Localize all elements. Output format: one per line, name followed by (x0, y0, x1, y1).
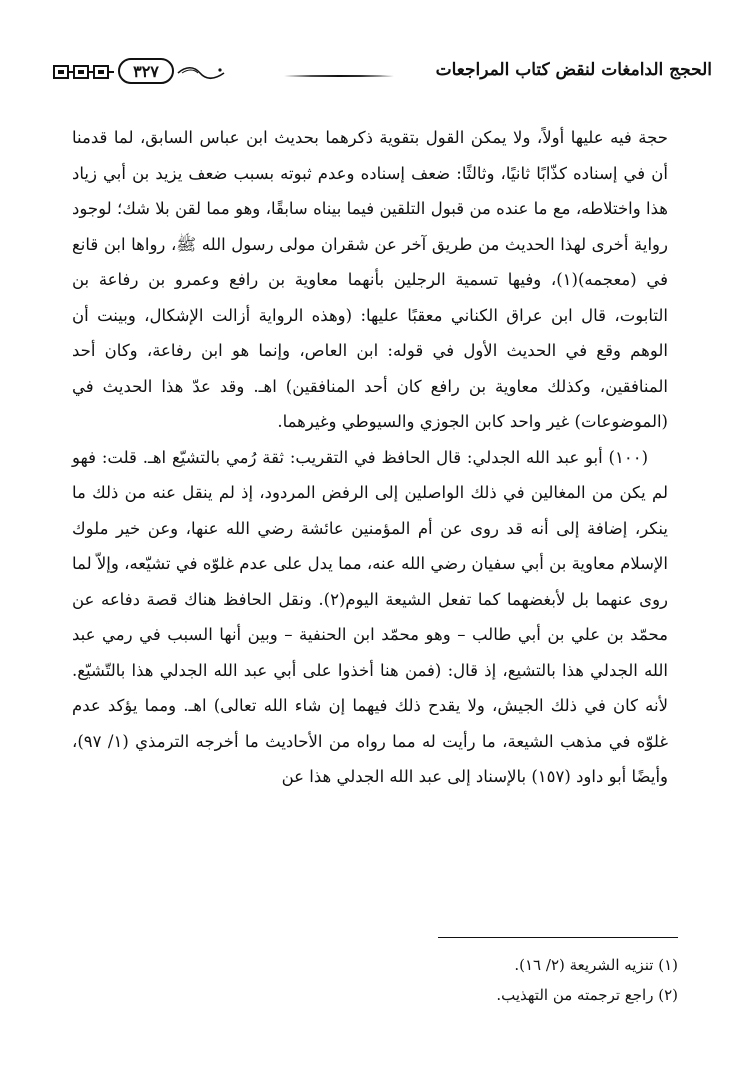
header-knot-ornament (52, 62, 114, 82)
page-header (52, 52, 712, 92)
header-scroll-ornament (176, 64, 226, 82)
footnotes (82, 950, 678, 1010)
header-rule-ornament (284, 74, 394, 78)
page-number: ٣٢٧ (118, 58, 174, 84)
footnote-1: (١) تنزيه الشريعة (٢/ ١٦). (514, 956, 678, 974)
footnote-2: (٢) راجع ترجمته من التهذيب. (496, 986, 678, 1004)
footnote-separator (438, 937, 678, 938)
main-text (72, 120, 668, 795)
running-title: الحجج الدامغات لنقض كتاب المراجعات (435, 60, 712, 80)
paragraph-continued: حجة فيه عليها أولاً، ولا يمكن القول بتقوية ذكرهما بحديث ابن عباس السابق، لما قدمنا أن في إسناده كذّابًا ثانيًا، وثالثًا: ضعف إسناده وعدم ثبوته بسبب ضعف يزيد بن أبي زياد هذا واختلاطه، مع ما عنده من قبول التلقين فيما بيناه سابقًا، وهو مما لقن بلا شك؛ لوجود رواية أخرى لهذا الحديث من طريق آخر عن شقران مولى رسول الله ﷺ، رواها ابن قانع في (معجمه)(١)، وفيها تسمية الرجلين بأنهما معاوية بن رافع وعمرو بن رفاعة بن التابوت، قال ابن عراق الكناني معقبًا عليها: (وهذه الرواية أزالت الإشكال، وبينت أن الوهم وقع في الحديث الأول في قوله: ابن العاص، وإنما هو ابن رفاعة، وكان أحد المنافقين، وكذلك معاوية بن رافع كان أحد المنافقين) اهـ. وقد عدّ هذا الحديث في (الموضوعات) غير واحد كابن الجوزي والسيوطي وغيرهما. (72, 128, 669, 431)
paragraph-entry-100: (١٠٠) أبو عبد الله الجدلي: قال الحافظ في التقريب: ثقة رُمي بالتشيّع اهـ. قلت: فهو لم يكن من المغالين في ذلك الواصلين إلى الرفض المردود، إذ لم ينقل عنه من ذلك ما ينكر، إضافة إلى أنه قد روى عن أم المؤمنين عائشة رضي الله عنها، وعن خير ملوك الإسلام معاوية بن أبي سفيان رضي الله عنه، مما يدل على عدم غلوّه في تشيّعه، وإلاّ لما روى عنهما بل لأبغضهما كما تفعل الشيعة اليوم(٢). ونقل الحافظ هناك قصة دفاعه عن محمّد بن علي بن أبي طالب – وهو محمّد ابن الحنفية – وبين أنها السبب في رمي عبد الله الجدلي هذا بالتشيع، إذ قال: (فمن هنا أخذوا على أبي عبد الله الجدلي هذا بالتّشيّع. لأنه كان في ذلك الجيش، ولا يقدح ذلك فيهما إن شاء الله تعالى) اهـ. ومما يؤكد عدم غلوّه في مذهب الشيعة، ما رأيت له مما رواه من الأحاديث ما أخرجه الترمذي (١/ ٩٧)، وأيضًا أبو داود (١٥٧) بالإسناد إلى عبد الله الجدلي هذا عن (72, 447, 669, 786)
